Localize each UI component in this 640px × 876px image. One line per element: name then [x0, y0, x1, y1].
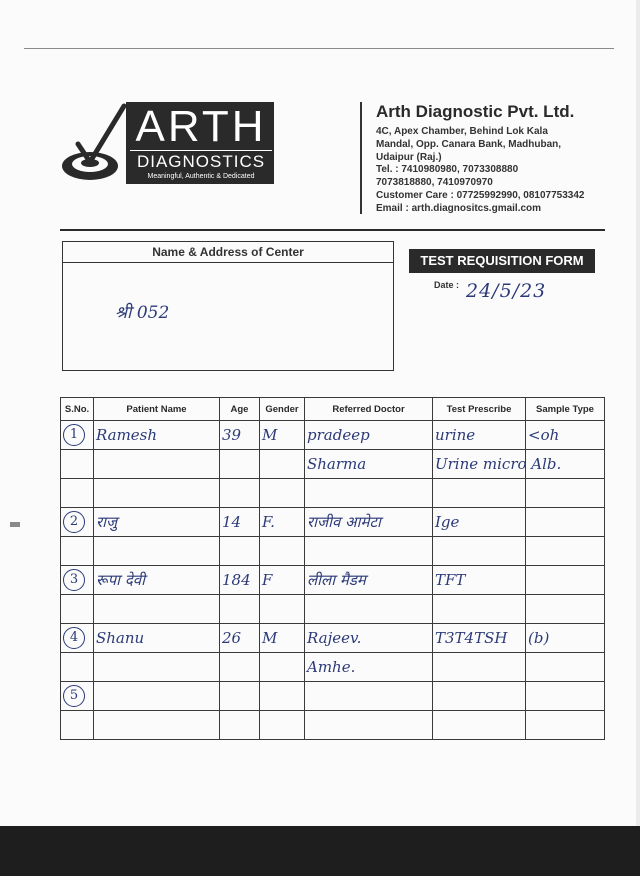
email-line: Email : arth.diagnositcs.gmail.com	[376, 202, 542, 214]
company-name: Arth Diagnostic Pvt. Ltd.	[376, 102, 575, 121]
logo-main-text: ARTH	[135, 102, 267, 151]
serial-number: 5	[63, 685, 85, 707]
cell-test: T3T4TSH	[433, 624, 526, 653]
cell-sample	[526, 479, 605, 508]
cell-doctor	[305, 711, 433, 740]
cell-gender	[260, 682, 305, 711]
cell-gender	[260, 653, 305, 682]
form-title: TEST REQUISITION FORM	[409, 249, 595, 273]
cell-sno	[61, 508, 94, 537]
cell-age: 14	[220, 508, 260, 537]
cell-gender	[260, 450, 305, 479]
phone-line: 7073818880, 7410970970	[376, 177, 493, 189]
cell-name	[94, 711, 220, 740]
cell-sno	[61, 682, 94, 711]
cell-sno	[61, 624, 94, 653]
cell-doctor: Amhe.	[305, 653, 433, 682]
cell-doctor: राजीव आमेटा	[305, 508, 433, 537]
cell-test: Ige	[433, 508, 526, 537]
center-address-box	[62, 241, 394, 371]
cell-name	[94, 595, 220, 624]
cell-doctor	[305, 537, 433, 566]
col-header-age: Age	[220, 398, 260, 421]
cell-name	[94, 653, 220, 682]
cell-sample	[526, 595, 605, 624]
cell-age	[220, 653, 260, 682]
cell-name: रूपा देवी	[94, 566, 220, 595]
cell-test	[433, 479, 526, 508]
cell-age: 184	[220, 566, 260, 595]
cell-name: Ramesh	[94, 421, 220, 450]
cell-test	[433, 711, 526, 740]
serial-number: 1	[63, 424, 85, 446]
cell-test: urine	[433, 421, 526, 450]
cell-name	[94, 450, 220, 479]
address-line: Mandal, Opp. Canara Bank, Madhuban,	[376, 138, 562, 150]
cell-sno	[61, 595, 94, 624]
cell-age	[220, 450, 260, 479]
top-divider	[24, 48, 614, 49]
cell-test: TFT	[433, 566, 526, 595]
header-divider	[360, 102, 362, 214]
cell-name	[94, 682, 220, 711]
logo-tagline: Meaningful, Authentic & Dedicated	[147, 173, 255, 180]
cell-age	[220, 537, 260, 566]
cell-name: राजु	[94, 508, 220, 537]
cell-test	[433, 537, 526, 566]
cell-test: Urine micro Alb.	[433, 450, 526, 479]
customer-care-line: Customer Care : 07725992990, 08107753342	[376, 189, 585, 201]
cell-doctor	[305, 595, 433, 624]
date-value: 24/5/23	[466, 280, 547, 302]
cell-name: Shanu	[94, 624, 220, 653]
cell-doctor	[305, 479, 433, 508]
col-header-test-prescribe: Test Prescribe	[433, 398, 526, 421]
cell-sno	[61, 421, 94, 450]
cell-gender: M	[260, 421, 305, 450]
section-divider	[60, 229, 605, 231]
cell-age: 26	[220, 624, 260, 653]
center-box-title: Name & Address of Center	[63, 242, 393, 263]
cell-age	[220, 711, 260, 740]
cell-sample	[526, 566, 605, 595]
cell-age: 39	[220, 421, 260, 450]
cell-sample	[526, 653, 605, 682]
cell-gender	[260, 537, 305, 566]
cell-gender	[260, 711, 305, 740]
table-row	[61, 537, 605, 566]
table-row	[61, 711, 605, 740]
serial-number: 3	[63, 569, 85, 591]
cell-gender	[260, 595, 305, 624]
scan-bottom-band	[0, 826, 640, 876]
cell-test	[433, 595, 526, 624]
cell-sno	[61, 450, 94, 479]
cell-sno	[61, 566, 94, 595]
center-handwritten-text: श्री 052	[115, 303, 170, 323]
cell-sample	[526, 682, 605, 711]
cell-sno	[61, 479, 94, 508]
cell-doctor: pradeep	[305, 421, 433, 450]
cell-sno	[61, 537, 94, 566]
phone-line: Tel. : 7410980980, 7073308880	[376, 164, 519, 176]
cell-age	[220, 479, 260, 508]
col-header-referred-doctor: Referred Doctor	[305, 398, 433, 421]
table-row	[61, 566, 605, 595]
cell-test	[433, 682, 526, 711]
cell-sno	[61, 711, 94, 740]
table-row	[61, 682, 605, 711]
cell-doctor: Rajeev.	[305, 624, 433, 653]
table-row	[61, 479, 605, 508]
cell-age	[220, 595, 260, 624]
cell-sno	[61, 653, 94, 682]
scan-mark	[10, 522, 20, 527]
cell-gender: M	[260, 624, 305, 653]
company-address	[376, 126, 585, 216]
arth-logo	[58, 100, 278, 186]
cell-gender: F.	[260, 508, 305, 537]
table-row	[61, 624, 605, 653]
cell-age	[220, 682, 260, 711]
cell-doctor	[305, 682, 433, 711]
cell-sample	[526, 508, 605, 537]
table-row	[61, 653, 605, 682]
serial-number: 4	[63, 627, 85, 649]
cell-gender: F	[260, 566, 305, 595]
cell-name	[94, 537, 220, 566]
cell-sample	[526, 537, 605, 566]
cell-sample: <oh	[526, 421, 605, 450]
logo-sub-text: DIAGNOSTICS	[130, 150, 272, 172]
patient-table	[60, 397, 605, 740]
col-header-patient-name: Patient Name	[94, 398, 220, 421]
cell-doctor: लीला मैडम	[305, 566, 433, 595]
table-header-row	[61, 398, 605, 421]
cell-test	[433, 653, 526, 682]
address-line: Udaipur (Raj.)	[376, 151, 442, 163]
cell-doctor: Sharma	[305, 450, 433, 479]
col-header-sample-type: Sample Type	[526, 398, 605, 421]
table-row	[61, 421, 605, 450]
table-row	[61, 508, 605, 537]
table-row	[61, 595, 605, 624]
date-label: Date :	[434, 280, 460, 290]
address-line: 4C, Apex Chamber, Behind Lok Kala	[376, 126, 548, 137]
col-header-gender: Gender	[260, 398, 305, 421]
cell-sample	[526, 711, 605, 740]
cell-sample: (b)	[526, 624, 605, 653]
col-header-sno: S.No.	[61, 398, 94, 421]
serial-number: 2	[63, 511, 85, 533]
table-row	[61, 450, 605, 479]
cell-name	[94, 479, 220, 508]
cell-gender	[260, 479, 305, 508]
target-check-icon	[58, 100, 128, 186]
